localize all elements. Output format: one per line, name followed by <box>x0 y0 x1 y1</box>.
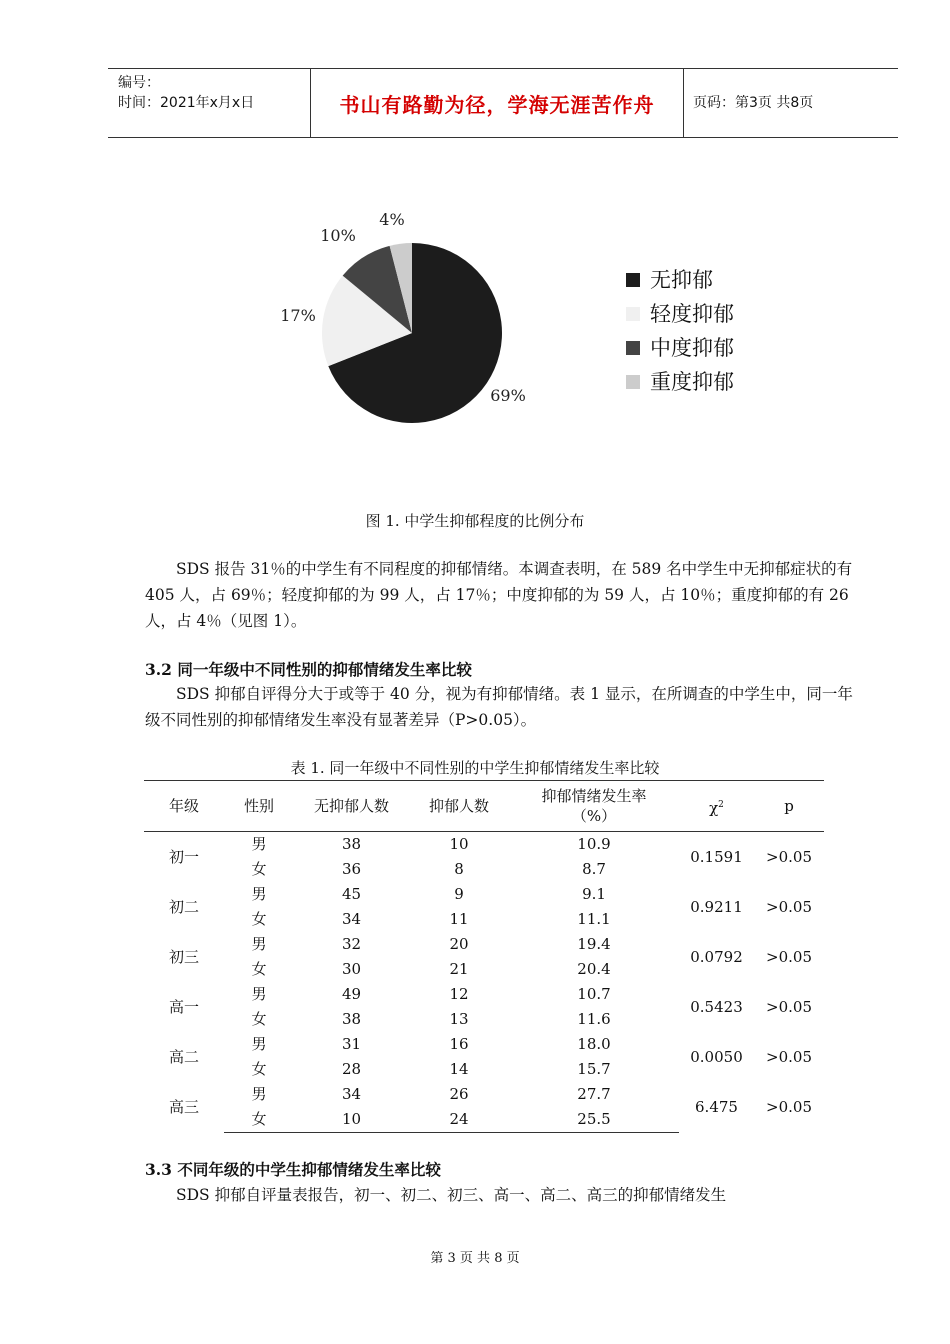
cell-sex: 男 <box>251 1085 267 1103</box>
paragraph-2 <box>145 681 867 733</box>
legend-swatch <box>626 375 640 389</box>
paragraph-3 <box>145 1182 867 1208</box>
legend-label: 轻度抑郁 <box>650 302 734 326</box>
cell-rate: 18.0 <box>577 1035 611 1053</box>
pie-chart <box>240 195 780 435</box>
cell-chi2: 6.475 <box>695 1097 738 1116</box>
section-3-3-title: 3.3 不同年级的中学生抑郁情绪发生率比较 <box>145 1160 441 1179</box>
cell-rate: 10.7 <box>577 985 611 1003</box>
cell-sex: 男 <box>251 1035 267 1053</box>
cell-p: >0.05 <box>766 1097 812 1116</box>
chi-symbol: χ <box>709 798 719 817</box>
cell-dep: 24 <box>409 1107 509 1133</box>
cell-dep: 20 <box>449 935 469 953</box>
table-row <box>144 882 824 907</box>
cell-rate: 9.1 <box>582 885 606 903</box>
pie-value-label: 10% <box>320 226 356 245</box>
cell-sex: 女 <box>251 1060 267 1078</box>
cell-no-dep: 34 <box>341 910 362 928</box>
cell-dep: 26 <box>449 1085 469 1103</box>
cell-dep: 14 <box>449 1060 469 1078</box>
cell-grade: 高二 <box>168 1047 199 1066</box>
cell-rate: 20.4 <box>577 960 611 978</box>
table-header-row <box>144 781 824 832</box>
figure-caption: 图 1. 中学生抑郁程度的比例分布 <box>365 512 585 530</box>
cell-rate: 8.7 <box>582 860 606 878</box>
cell-chi2: 0.9211 <box>690 897 743 916</box>
legend-label: 无抑郁 <box>650 268 713 292</box>
cell-sex: 男 <box>251 985 267 1003</box>
cell-no-dep: 32 <box>341 935 362 953</box>
header-page-cell <box>683 69 898 137</box>
cell-rate: 10.9 <box>577 835 611 853</box>
cell-no-dep: 30 <box>341 960 362 978</box>
section-3-2-title: 3.2 同一年级中不同性别的抑郁情绪发生率比较 <box>145 660 472 679</box>
cell-dep: 21 <box>449 960 469 978</box>
col-rate-line2: （%） <box>571 807 617 825</box>
cell-rate: 27.7 <box>577 1085 611 1103</box>
header-page-label: 页码：第3页 共8页 <box>693 95 814 111</box>
table-row <box>144 832 824 858</box>
cell-sex: 男 <box>251 885 267 903</box>
paragraph-3-text: SDS 抑郁自评量表报告，初一、初二、初三、高一、高二、高三的抑郁情绪发生 <box>176 1186 727 1204</box>
col-grade: 年级 <box>144 781 224 832</box>
cell-grade: 高一 <box>168 997 199 1016</box>
cell-sex: 男 <box>251 835 267 853</box>
cell-dep: 8 <box>454 860 464 878</box>
cell-dep: 9 <box>454 885 464 903</box>
cell-no-dep: 36 <box>341 860 362 878</box>
cell-p: >0.05 <box>766 947 812 966</box>
header-motto: 书山有路勤为径，学海无涯苦作舟 <box>339 92 655 117</box>
cell-sex: 男 <box>251 935 267 953</box>
chi-superscript: 2 <box>718 799 724 810</box>
cell-chi2: 0.0792 <box>690 947 743 966</box>
cell-sex: 女 <box>251 860 267 878</box>
paragraph-1 <box>145 556 867 634</box>
cell-rate: 19.4 <box>577 935 611 953</box>
cell-dep: 13 <box>449 1010 469 1028</box>
cell-no-dep: 38 <box>341 1010 362 1028</box>
table-caption: 表 1. 同一年级中不同性别的中学生抑郁情绪发生率比较 <box>290 759 660 777</box>
cell-sex: 女 <box>251 910 267 928</box>
col-dep: 抑郁人数 <box>409 781 509 832</box>
col-chi2 <box>679 781 754 832</box>
paragraph-1-text: SDS 报告 31％的中学生有不同程度的抑郁情绪。本调查表明，在 589 名中学生中无抑郁症状的有 405 人，占 69％；轻度抑郁的为 99 人，占 17％；中度抑郁的为 59 人，占 10％；重度抑郁的有 26 人，占 4％（见图 1）。 <box>145 560 853 630</box>
legend-label: 中度抑郁 <box>650 336 734 360</box>
col-no-dep: 无抑郁人数 <box>294 781 409 832</box>
page-header <box>108 68 898 138</box>
cell-no-dep: 49 <box>341 985 362 1003</box>
cell-rate: 11.6 <box>577 1010 611 1028</box>
cell-p: >0.05 <box>766 897 812 916</box>
paragraph-2-text: SDS 抑郁自评得分大于或等于 40 分，视为有抑郁情绪。表 1 显示，在所调查的中学生中，同一年级不同性别的抑郁情绪发生率没有显著差异（P>0.05）。 <box>145 685 853 729</box>
cell-chi2: 0.0050 <box>690 1047 743 1066</box>
cell-p: >0.05 <box>766 847 812 866</box>
page-footer: 第 3 页 共 8 页 <box>430 1251 520 1266</box>
cell-rate: 15.7 <box>577 1060 611 1078</box>
cell-no-dep: 10 <box>294 1107 409 1133</box>
col-rate-line1: 抑郁情绪发生率 <box>541 787 647 805</box>
rate-comparison-table <box>144 780 824 1133</box>
cell-p: >0.05 <box>766 1047 812 1066</box>
cell-no-dep: 34 <box>341 1085 362 1103</box>
table-row <box>144 982 824 1007</box>
header-left-cell <box>108 69 310 137</box>
table-body <box>144 832 824 1133</box>
cell-no-dep: 45 <box>341 885 362 903</box>
table-row <box>144 1082 824 1107</box>
table-row <box>144 932 824 957</box>
cell-grade: 初一 <box>168 847 199 866</box>
cell-chi2: 0.1591 <box>690 847 743 866</box>
cell-grade: 高三 <box>168 1097 199 1116</box>
cell-p: >0.05 <box>766 997 812 1016</box>
cell-sex: 女 <box>251 960 267 978</box>
cell-chi2: 0.5423 <box>690 997 743 1016</box>
cell-dep: 10 <box>449 835 469 853</box>
doc-time-label: 时间：2021年x月x日 <box>118 95 255 111</box>
doc-id-label: 编号： <box>118 75 160 91</box>
pie-value-label: 69% <box>490 386 526 405</box>
cell-rate: 11.1 <box>577 910 611 928</box>
legend-swatch <box>626 307 640 321</box>
cell-grade: 初二 <box>168 897 199 916</box>
cell-no-dep: 28 <box>341 1060 362 1078</box>
cell-dep: 11 <box>449 910 469 928</box>
pie-value-label: 4% <box>379 210 405 229</box>
legend-swatch <box>626 341 640 355</box>
col-p: p <box>754 781 824 832</box>
cell-dep: 12 <box>449 985 469 1003</box>
cell-dep: 16 <box>449 1035 469 1053</box>
legend-label: 重度抑郁 <box>650 370 734 394</box>
col-rate <box>509 781 679 832</box>
cell-no-dep: 38 <box>341 835 362 853</box>
header-motto-cell <box>310 69 684 137</box>
table-row <box>144 1032 824 1057</box>
cell-sex: 女 <box>251 1010 267 1028</box>
cell-sex: 女 <box>224 1107 294 1133</box>
cell-no-dep: 31 <box>341 1035 362 1053</box>
pie-slices <box>322 243 502 423</box>
cell-grade: 初三 <box>168 947 199 966</box>
legend-swatch <box>626 273 640 287</box>
cell-rate: 25.5 <box>509 1107 679 1133</box>
col-sex: 性别 <box>224 781 294 832</box>
pie-value-label: 17% <box>280 306 316 325</box>
chart-legend <box>626 268 734 394</box>
